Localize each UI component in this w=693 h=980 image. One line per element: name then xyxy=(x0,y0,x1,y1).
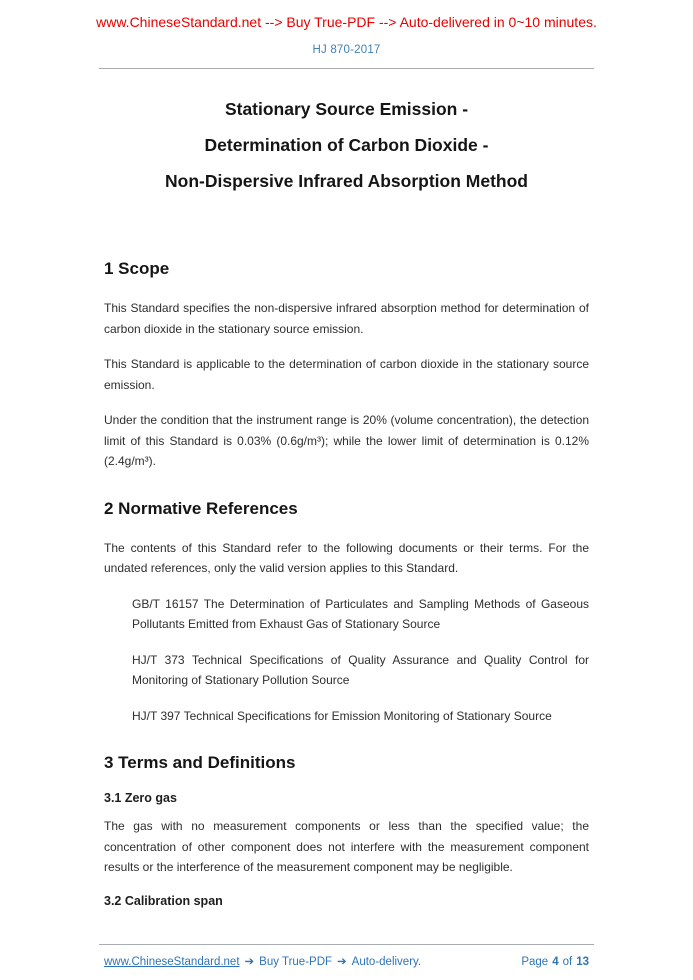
footer-site-link[interactable]: www.ChineseStandard.net xyxy=(104,956,240,968)
paragraph-scope-3: Under the condition that the instrument range is 20% (volume concentration), the detection limit of this Standard is 0.03% (0.6g/m³); while the lower limit of determination is 0.12% (2.4g/m³). xyxy=(104,413,589,468)
footer-buy-text: Buy True-PDF xyxy=(259,956,333,968)
title-line-3: Non-Dispersive Infrared Absorption Method xyxy=(165,171,528,191)
of-label: of xyxy=(562,956,573,968)
paragraph-scope-1: This Standard specifies the non-dispersive infrared absorption method for determination of carbon dioxide in the stationary source emission. xyxy=(104,301,589,336)
page-indicator xyxy=(521,956,589,968)
promo-banner: www.ChineseStandard.net --> Buy True-PDF --> Auto-delivered in 0~10 minutes. xyxy=(96,14,597,30)
title-line-1: Stationary Source Emission - xyxy=(224,99,469,119)
document-body xyxy=(0,259,693,908)
arrow-right-icon: ➔ xyxy=(337,956,347,968)
title-line-2: Determination of Carbon Dioxide - xyxy=(204,135,489,155)
header-divider xyxy=(99,68,594,69)
standard-number: HJ 870-2017 xyxy=(312,44,381,56)
paragraph-normative-intro: The contents of this Standard refer to the following documents or their terms. For the undated references, only the valid version applies to this Standard. xyxy=(104,540,589,575)
reference-item: HJ/T 373 Technical Specifications of Quality Assurance and Quality Control for Monitoring of Stationary Pollution Source xyxy=(132,652,589,687)
footer-delivery-text: Auto-delivery. xyxy=(351,956,422,968)
section-heading-terms-definitions: 3 Terms and Definitions xyxy=(104,753,296,772)
subsection-heading-zero-gas: 3.1 Zero gas xyxy=(104,791,177,805)
section-heading-scope: 1 Scope xyxy=(104,259,170,278)
page-current-number: 4 xyxy=(552,956,559,968)
reference-item: GB/T 16157 The Determination of Particulates and Sampling Methods of Gaseous Pollutants Emitted from Exhaust Gas of Stationary Source xyxy=(132,596,589,631)
page-total-number: 13 xyxy=(576,956,589,968)
page-label: Page xyxy=(521,956,549,968)
paragraph-zero-gas-definition: The gas with no measurement components or less than the specified value; the concentration of other component does not interfere with the measurement component results or the interference of the measurement component may be negligible. xyxy=(104,819,589,874)
document-title xyxy=(0,91,693,199)
section-heading-normative-references: 2 Normative References xyxy=(104,498,298,518)
reference-item: HJ/T 397 Technical Specifications for Emission Monitoring of Stationary Source xyxy=(132,708,552,723)
page-footer xyxy=(0,944,693,968)
footer-links xyxy=(104,954,421,968)
paragraph-scope-2: This Standard is applicable to the determination of carbon dioxide in the stationary source emission. xyxy=(104,357,589,392)
arrow-right-icon: ➔ xyxy=(244,956,255,968)
subsection-heading-calibration-span: 3.2 Calibration span xyxy=(104,893,223,908)
